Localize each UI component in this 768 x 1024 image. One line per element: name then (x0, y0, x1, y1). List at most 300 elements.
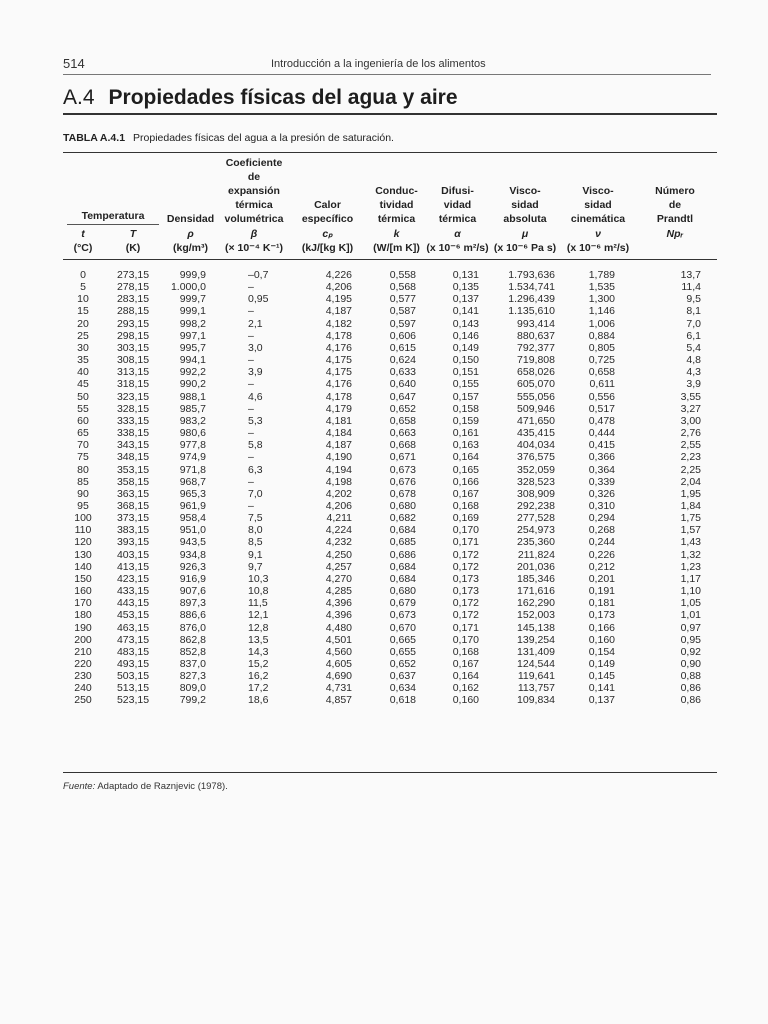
cell-specific-heat: 4,731 (325, 682, 352, 695)
cell-conductivity: 0,633 (389, 366, 416, 379)
cell-diffusivity: 0,158 (452, 402, 479, 415)
cell-conductivity: 0,668 (389, 439, 416, 452)
cell-diffusivity: 0,164 (452, 451, 479, 464)
page-number: 514 (63, 56, 85, 71)
cell-kin-viscosity: 0,201 (588, 572, 615, 585)
cell-specific-heat: 4,175 (325, 354, 352, 367)
cell-kin-viscosity: 0,805 (588, 341, 615, 354)
cell-prandtl: 2,23 (680, 451, 701, 464)
cell-kin-viscosity: 0,326 (588, 487, 615, 500)
cell-expansion: – (248, 402, 254, 415)
cell-t-celsius: 220 (74, 658, 92, 670)
cell-specific-heat: 4,857 (325, 694, 352, 707)
cell-t-celsius: 140 (74, 560, 92, 573)
cell-t-celsius: 40 (77, 366, 89, 379)
cell-specific-heat: 4,187 (325, 305, 352, 318)
cell-density: 837,0 (179, 658, 206, 670)
cell-abs-viscosity: 658,026 (517, 366, 555, 379)
cell-prandtl: 1,43 (680, 536, 701, 549)
cell-kin-viscosity: 0,611 (589, 378, 615, 391)
cell-t-celsius: 130 (74, 548, 92, 561)
cell-expansion: 10,3 (248, 572, 269, 585)
cell-kin-viscosity: 0,339 (588, 475, 615, 488)
cell-diffusivity: 0,146 (452, 329, 479, 342)
cell-diffusivity: 0,159 (452, 414, 479, 427)
header-conductivity-unit: (W/[m K]) (373, 242, 420, 254)
cell-diffusivity: 0,151 (452, 366, 479, 379)
cell-t-kelvin: 348,15 (116, 451, 150, 464)
cell-specific-heat: 4,211 (326, 512, 352, 525)
cell-t-celsius: 55 (77, 402, 89, 415)
cell-diffusivity: 0,171 (452, 621, 479, 634)
cell-conductivity: 0,615 (389, 341, 416, 354)
cell-kin-viscosity: 0,244 (588, 536, 615, 549)
cell-prandtl: 1,05 (680, 597, 701, 610)
cell-kin-viscosity: 0,154 (588, 645, 615, 658)
cell-abs-viscosity: 308,909 (517, 487, 555, 500)
header-density-title: Densidad (166, 213, 215, 225)
cell-t-celsius: 70 (77, 439, 89, 452)
table-row (63, 658, 717, 670)
cell-specific-heat: 4,560 (325, 645, 352, 658)
cell-diffusivity: 0,150 (452, 354, 479, 367)
cell-t-kelvin: 288,15 (116, 305, 150, 318)
cell-kin-viscosity: 0,166 (588, 621, 615, 634)
header-rule (63, 74, 711, 75)
header-expansion-title: Coeficiente de expansión térmica volumétrica (224, 157, 284, 225)
cell-density: 998,2 (179, 317, 206, 330)
cell-prandtl: 3,00 (680, 414, 701, 427)
cell-specific-heat: 4,480 (325, 621, 352, 634)
cell-abs-viscosity: 162,290 (517, 597, 555, 610)
cell-t-celsius: 210 (74, 645, 92, 658)
cell-density: 1.000,0 (170, 281, 206, 294)
cell-expansion: 9,1 (248, 548, 263, 561)
cell-specific-heat: 4,178 (325, 329, 352, 342)
cell-diffusivity: 0,143 (452, 317, 479, 330)
cell-density: 958,4 (179, 512, 206, 525)
cell-expansion: – (248, 305, 254, 318)
cell-specific-heat: 4,232 (325, 536, 352, 549)
cell-t-kelvin: 368,15 (116, 499, 150, 512)
table-row (63, 597, 717, 609)
header-prandtl-symbol: Npᵣ (666, 228, 684, 240)
cell-abs-viscosity: 509,946 (517, 402, 555, 415)
cell-t-celsius: 150 (74, 572, 92, 585)
cell-t-kelvin: 283,15 (116, 293, 150, 306)
cell-abs-viscosity: 171,616 (517, 585, 555, 598)
table-row (63, 524, 717, 536)
cell-conductivity: 0,658 (389, 414, 416, 427)
cell-conductivity: 0,680 (389, 585, 416, 598)
table-row (63, 403, 717, 415)
cell-conductivity: 0,637 (389, 670, 416, 683)
cell-t-kelvin: 503,15 (116, 670, 150, 683)
cell-t-kelvin: 473,15 (116, 633, 150, 646)
cell-t-celsius: 200 (74, 633, 92, 646)
table-row (63, 269, 717, 281)
cell-prandtl: 2,25 (680, 463, 701, 476)
table-row (63, 694, 717, 706)
cell-specific-heat: 4,501 (325, 633, 352, 646)
cell-abs-viscosity: 113,757 (517, 682, 555, 695)
cell-diffusivity: 0,161 (452, 427, 479, 440)
cell-diffusivity: 0,141 (452, 305, 479, 318)
cell-expansion: – (248, 378, 254, 391)
table-row (63, 354, 717, 366)
cell-specific-heat: 4,195 (325, 293, 352, 306)
table-row (63, 281, 717, 293)
cell-t-celsius: 15 (77, 305, 89, 318)
table-row (63, 318, 717, 330)
table-row (63, 512, 717, 524)
table-row (63, 366, 717, 378)
table-label: TABLA A.4.1 (63, 132, 126, 144)
cell-density: 995,7 (179, 341, 206, 354)
cell-kin-viscosity: 1,789 (588, 269, 615, 281)
cell-prandtl: 9,5 (686, 293, 701, 306)
cell-expansion: 18,6 (248, 694, 269, 707)
cell-prandtl: 1,23 (680, 560, 701, 573)
cell-t-kelvin: 323,15 (116, 390, 150, 403)
cell-prandtl: 3,55 (680, 390, 701, 403)
cell-expansion: 12,1 (248, 609, 269, 622)
cell-kin-viscosity: 0,145 (588, 670, 615, 683)
cell-specific-heat: 4,250 (325, 548, 352, 561)
cell-t-celsius: 250 (74, 694, 92, 707)
table-caption (63, 132, 394, 144)
cell-abs-viscosity: 185,346 (517, 572, 555, 585)
cell-prandtl: 5,4 (686, 341, 701, 354)
header-kin-viscosity-title: Visco- sidad cinemática (570, 185, 626, 225)
cell-abs-viscosity: 404,034 (517, 439, 555, 452)
cell-conductivity: 0,684 (389, 572, 416, 585)
cell-t-celsius: 75 (77, 451, 89, 464)
cell-specific-heat: 4,194 (325, 463, 352, 476)
cell-density: 968,7 (179, 475, 206, 488)
header-expansion-unit: (× 10⁻⁴ K⁻¹) (225, 242, 283, 254)
cell-specific-heat: 4,184 (325, 427, 352, 440)
cell-t-kelvin: 433,15 (116, 585, 150, 598)
cell-diffusivity: 0,168 (452, 645, 479, 658)
cell-abs-viscosity: 109,834 (517, 694, 555, 707)
cell-conductivity: 0,670 (389, 621, 416, 634)
cell-specific-heat: 4,285 (325, 585, 352, 598)
cell-abs-viscosity: 152,003 (517, 609, 555, 622)
cell-kin-viscosity: 0,160 (588, 633, 615, 646)
cell-t-kelvin: 493,15 (116, 658, 150, 670)
table-row (63, 549, 717, 561)
cell-specific-heat: 4,270 (325, 572, 352, 585)
cell-kin-viscosity: 0,444 (588, 427, 615, 440)
table-row (63, 439, 717, 451)
cell-kin-viscosity: 0,556 (588, 390, 615, 403)
cell-t-kelvin: 353,15 (116, 463, 150, 476)
cell-t-celsius: 35 (77, 354, 89, 367)
cell-density: 999,7 (179, 293, 206, 306)
table-row (63, 670, 717, 682)
cell-abs-viscosity: 328,523 (517, 475, 555, 488)
header-density-symbol: ρ (187, 228, 194, 240)
header-specific-heat-unit: (kJ/[kg K]) (301, 242, 354, 254)
header-kin-viscosity-symbol: ν (595, 228, 601, 240)
cell-conductivity: 0,663 (389, 427, 416, 440)
cell-specific-heat: 4,190 (325, 451, 352, 464)
cell-t-kelvin: 443,15 (116, 597, 150, 610)
table-row (63, 464, 717, 476)
cell-conductivity: 0,568 (389, 281, 416, 294)
header-density-unit: (kg/m³) (173, 242, 208, 254)
cell-prandtl: 1,75 (680, 512, 701, 525)
cell-t-celsius: 90 (77, 487, 89, 500)
cell-specific-heat: 4,690 (325, 670, 352, 683)
cell-conductivity: 0,587 (389, 305, 416, 318)
header-temperature-group: Temperatura (81, 210, 145, 222)
table-row (63, 330, 717, 342)
cell-density: 876,0 (179, 621, 206, 634)
cell-t-celsius: 60 (77, 414, 89, 427)
table-row (63, 293, 717, 305)
cell-t-kelvin: 523,15 (116, 694, 150, 707)
cell-expansion: – (248, 354, 254, 367)
cell-diffusivity: 0,172 (452, 560, 479, 573)
cell-prandtl: 0,90 (680, 658, 701, 670)
section-title-text: Propiedades físicas del agua y aire (108, 86, 458, 109)
table-row (63, 622, 717, 634)
cell-t-kelvin: 413,15 (116, 560, 150, 573)
cell-t-kelvin: 343,15 (116, 439, 150, 452)
table-row (63, 476, 717, 488)
cell-kin-viscosity: 0,364 (588, 463, 615, 476)
cell-conductivity: 0,680 (389, 499, 416, 512)
cell-t-celsius: 25 (77, 329, 89, 342)
table-body (63, 269, 717, 707)
header-abs-viscosity-unit: (x 10⁻⁶ Pa s) (493, 242, 557, 254)
cell-density: 809,0 (179, 682, 206, 695)
header-t-celsius-symbol: t (81, 228, 85, 240)
cell-specific-heat: 4,257 (325, 560, 352, 573)
cell-prandtl: 2,04 (680, 475, 701, 488)
cell-density: 916,9 (179, 572, 206, 585)
cell-kin-viscosity: 0,517 (588, 402, 615, 415)
cell-t-celsius: 95 (77, 499, 89, 512)
table-row (63, 415, 717, 427)
cell-t-celsius: 180 (74, 609, 92, 622)
cell-diffusivity: 0,131 (452, 269, 479, 281)
cell-t-celsius: 50 (77, 390, 89, 403)
cell-prandtl: 0,86 (680, 694, 701, 707)
cell-prandtl: 3,27 (680, 402, 701, 415)
cell-t-kelvin: 358,15 (116, 475, 150, 488)
cell-prandtl: 0,88 (680, 670, 701, 683)
cell-abs-viscosity: 376,575 (517, 451, 555, 464)
cell-conductivity: 0,673 (389, 609, 416, 622)
cell-specific-heat: 4,396 (325, 609, 352, 622)
cell-expansion: 11,5 (248, 597, 268, 610)
table-row (63, 682, 717, 694)
cell-prandtl: 0,92 (680, 645, 701, 658)
cell-expansion: – (248, 499, 254, 512)
cell-conductivity: 0,652 (389, 658, 416, 670)
header-t-kelvin-unit: (K) (125, 242, 141, 254)
cell-diffusivity: 0,168 (452, 499, 479, 512)
cell-abs-viscosity: 139,254 (517, 633, 555, 646)
header-specific-heat-title: Calor específico (301, 199, 354, 225)
table-row (63, 585, 717, 597)
cell-kin-viscosity: 0,310 (588, 499, 615, 512)
section-title (63, 86, 458, 110)
table-bottom-rule (63, 772, 717, 773)
table-row (63, 609, 717, 621)
cell-diffusivity: 0,172 (452, 548, 479, 561)
cell-density: 799,2 (179, 694, 206, 707)
cell-conductivity: 0,682 (389, 512, 416, 525)
cell-expansion: 5,3 (248, 414, 263, 427)
cell-t-celsius: 45 (77, 378, 89, 391)
cell-diffusivity: 0,170 (452, 524, 479, 537)
cell-kin-viscosity: 0,141 (588, 682, 615, 695)
cell-kin-viscosity: 0,137 (588, 694, 615, 707)
cell-t-celsius: 20 (77, 317, 89, 330)
cell-kin-viscosity: 0,173 (588, 609, 615, 622)
cell-kin-viscosity: 0,478 (588, 414, 615, 427)
cell-kin-viscosity: 0,658 (588, 366, 615, 379)
cell-density: 961,9 (179, 499, 206, 512)
cell-specific-heat: 4,187 (325, 439, 352, 452)
cell-density: 974,9 (179, 451, 206, 464)
source-footnote (63, 781, 228, 792)
source-label: Fuente: (63, 781, 96, 792)
header-t-kelvin-symbol: T (129, 228, 137, 240)
header-temperature-rule (67, 224, 159, 225)
cell-abs-viscosity: 1.793,636 (508, 269, 555, 281)
cell-abs-viscosity: 292,238 (517, 499, 555, 512)
cell-abs-viscosity: 131,409 (517, 645, 555, 658)
cell-prandtl: 0,86 (680, 682, 701, 695)
cell-abs-viscosity: 277,528 (517, 512, 555, 525)
header-expansion-symbol: β (250, 228, 258, 240)
cell-density: 999,1 (179, 305, 206, 318)
cell-abs-viscosity: 1.135,610 (508, 305, 555, 318)
cell-conductivity: 0,671 (389, 451, 416, 464)
cell-specific-heat: 4,202 (325, 487, 352, 500)
cell-density: 999,9 (179, 269, 206, 281)
cell-specific-heat: 4,226 (325, 269, 352, 281)
running-header: Introducción a la ingeniería de los alimentos (271, 58, 486, 70)
cell-density: 897,3 (179, 597, 206, 610)
cell-prandtl: 7,0 (686, 317, 701, 330)
cell-expansion: 17,2 (248, 682, 269, 695)
cell-abs-viscosity: 235,360 (517, 536, 555, 549)
cell-t-celsius: 110 (74, 524, 92, 537)
cell-prandtl: 11,4 (681, 281, 701, 294)
cell-t-kelvin: 318,15 (116, 378, 150, 391)
cell-expansion: 9,7 (248, 560, 263, 573)
cell-t-celsius: 170 (74, 597, 92, 610)
cell-conductivity: 0,652 (389, 402, 416, 415)
cell-density: 862,8 (179, 633, 206, 646)
table-row (63, 427, 717, 439)
table-row (63, 561, 717, 573)
header-diffusivity-symbol: α (454, 228, 461, 240)
header-kin-viscosity-unit: (x 10⁻⁶ m²/s) (566, 242, 630, 254)
cell-diffusivity: 0,137 (452, 293, 479, 306)
cell-expansion: 3,9 (248, 366, 263, 379)
cell-kin-viscosity: 0,212 (588, 560, 615, 573)
cell-density: 990,2 (179, 378, 206, 391)
cell-kin-viscosity: 0,415 (588, 439, 615, 452)
cell-prandtl: 3,9 (686, 378, 701, 391)
cell-density: 934,8 (179, 548, 206, 561)
cell-prandtl: 1,10 (680, 585, 701, 598)
cell-specific-heat: 4,182 (325, 317, 352, 330)
table-caption-text: Propiedades físicas del agua a la presión de saturación. (133, 132, 394, 144)
table-row (63, 451, 717, 463)
cell-kin-viscosity: 0,226 (588, 548, 615, 561)
cell-density: 951,0 (179, 524, 206, 537)
cell-abs-viscosity: 880,637 (517, 329, 555, 342)
cell-density: 943,5 (179, 536, 206, 549)
cell-t-kelvin: 513,15 (116, 682, 150, 695)
cell-conductivity: 0,665 (389, 633, 416, 646)
cell-density: 907,6 (179, 585, 206, 598)
cell-diffusivity: 0,162 (452, 682, 479, 695)
cell-prandtl: 2,76 (680, 427, 701, 440)
cell-t-kelvin: 333,15 (116, 414, 150, 427)
cell-conductivity: 0,606 (389, 329, 416, 342)
cell-expansion: 3,0 (248, 341, 263, 354)
cell-kin-viscosity: 1,535 (588, 281, 615, 294)
cell-t-kelvin: 403,15 (116, 548, 150, 561)
section-number: A.4 (63, 86, 95, 109)
cell-t-celsius: 80 (77, 463, 89, 476)
cell-diffusivity: 0,172 (452, 597, 479, 610)
cell-abs-viscosity: 605,070 (517, 378, 555, 391)
data-table (63, 269, 717, 707)
cell-density: 886,6 (179, 609, 206, 622)
cell-expansion: 5,8 (248, 439, 263, 452)
cell-density: 977,8 (179, 439, 206, 452)
cell-abs-viscosity: 201,036 (517, 560, 555, 573)
cell-density: 992,2 (179, 366, 206, 379)
cell-specific-heat: 4,198 (325, 475, 352, 488)
cell-conductivity: 0,686 (389, 548, 416, 561)
cell-abs-viscosity: 719,808 (517, 354, 555, 367)
cell-prandtl: 4,8 (686, 354, 701, 367)
cell-conductivity: 0,624 (389, 354, 416, 367)
cell-diffusivity: 0,164 (452, 670, 479, 683)
cell-t-kelvin: 423,15 (116, 572, 150, 585)
table-row (63, 634, 717, 646)
table-row (63, 488, 717, 500)
cell-abs-viscosity: 993,414 (517, 317, 555, 330)
cell-kin-viscosity: 0,149 (588, 658, 615, 670)
table-row (63, 646, 717, 658)
cell-kin-viscosity: 1,006 (588, 317, 615, 330)
header-specific-heat-symbol: cₚ (322, 228, 333, 240)
cell-expansion: – (248, 281, 254, 294)
table-row (63, 342, 717, 354)
cell-conductivity: 0,655 (389, 645, 416, 658)
cell-expansion: 15,2 (248, 658, 269, 670)
cell-prandtl: 0,95 (680, 633, 701, 646)
cell-diffusivity: 0,170 (452, 633, 479, 646)
cell-t-kelvin: 453,15 (116, 609, 150, 622)
cell-t-celsius: 100 (74, 512, 92, 525)
cell-abs-viscosity: 435,415 (517, 427, 555, 440)
cell-expansion: 7,0 (248, 487, 263, 500)
cell-kin-viscosity: 1,146 (588, 305, 615, 318)
